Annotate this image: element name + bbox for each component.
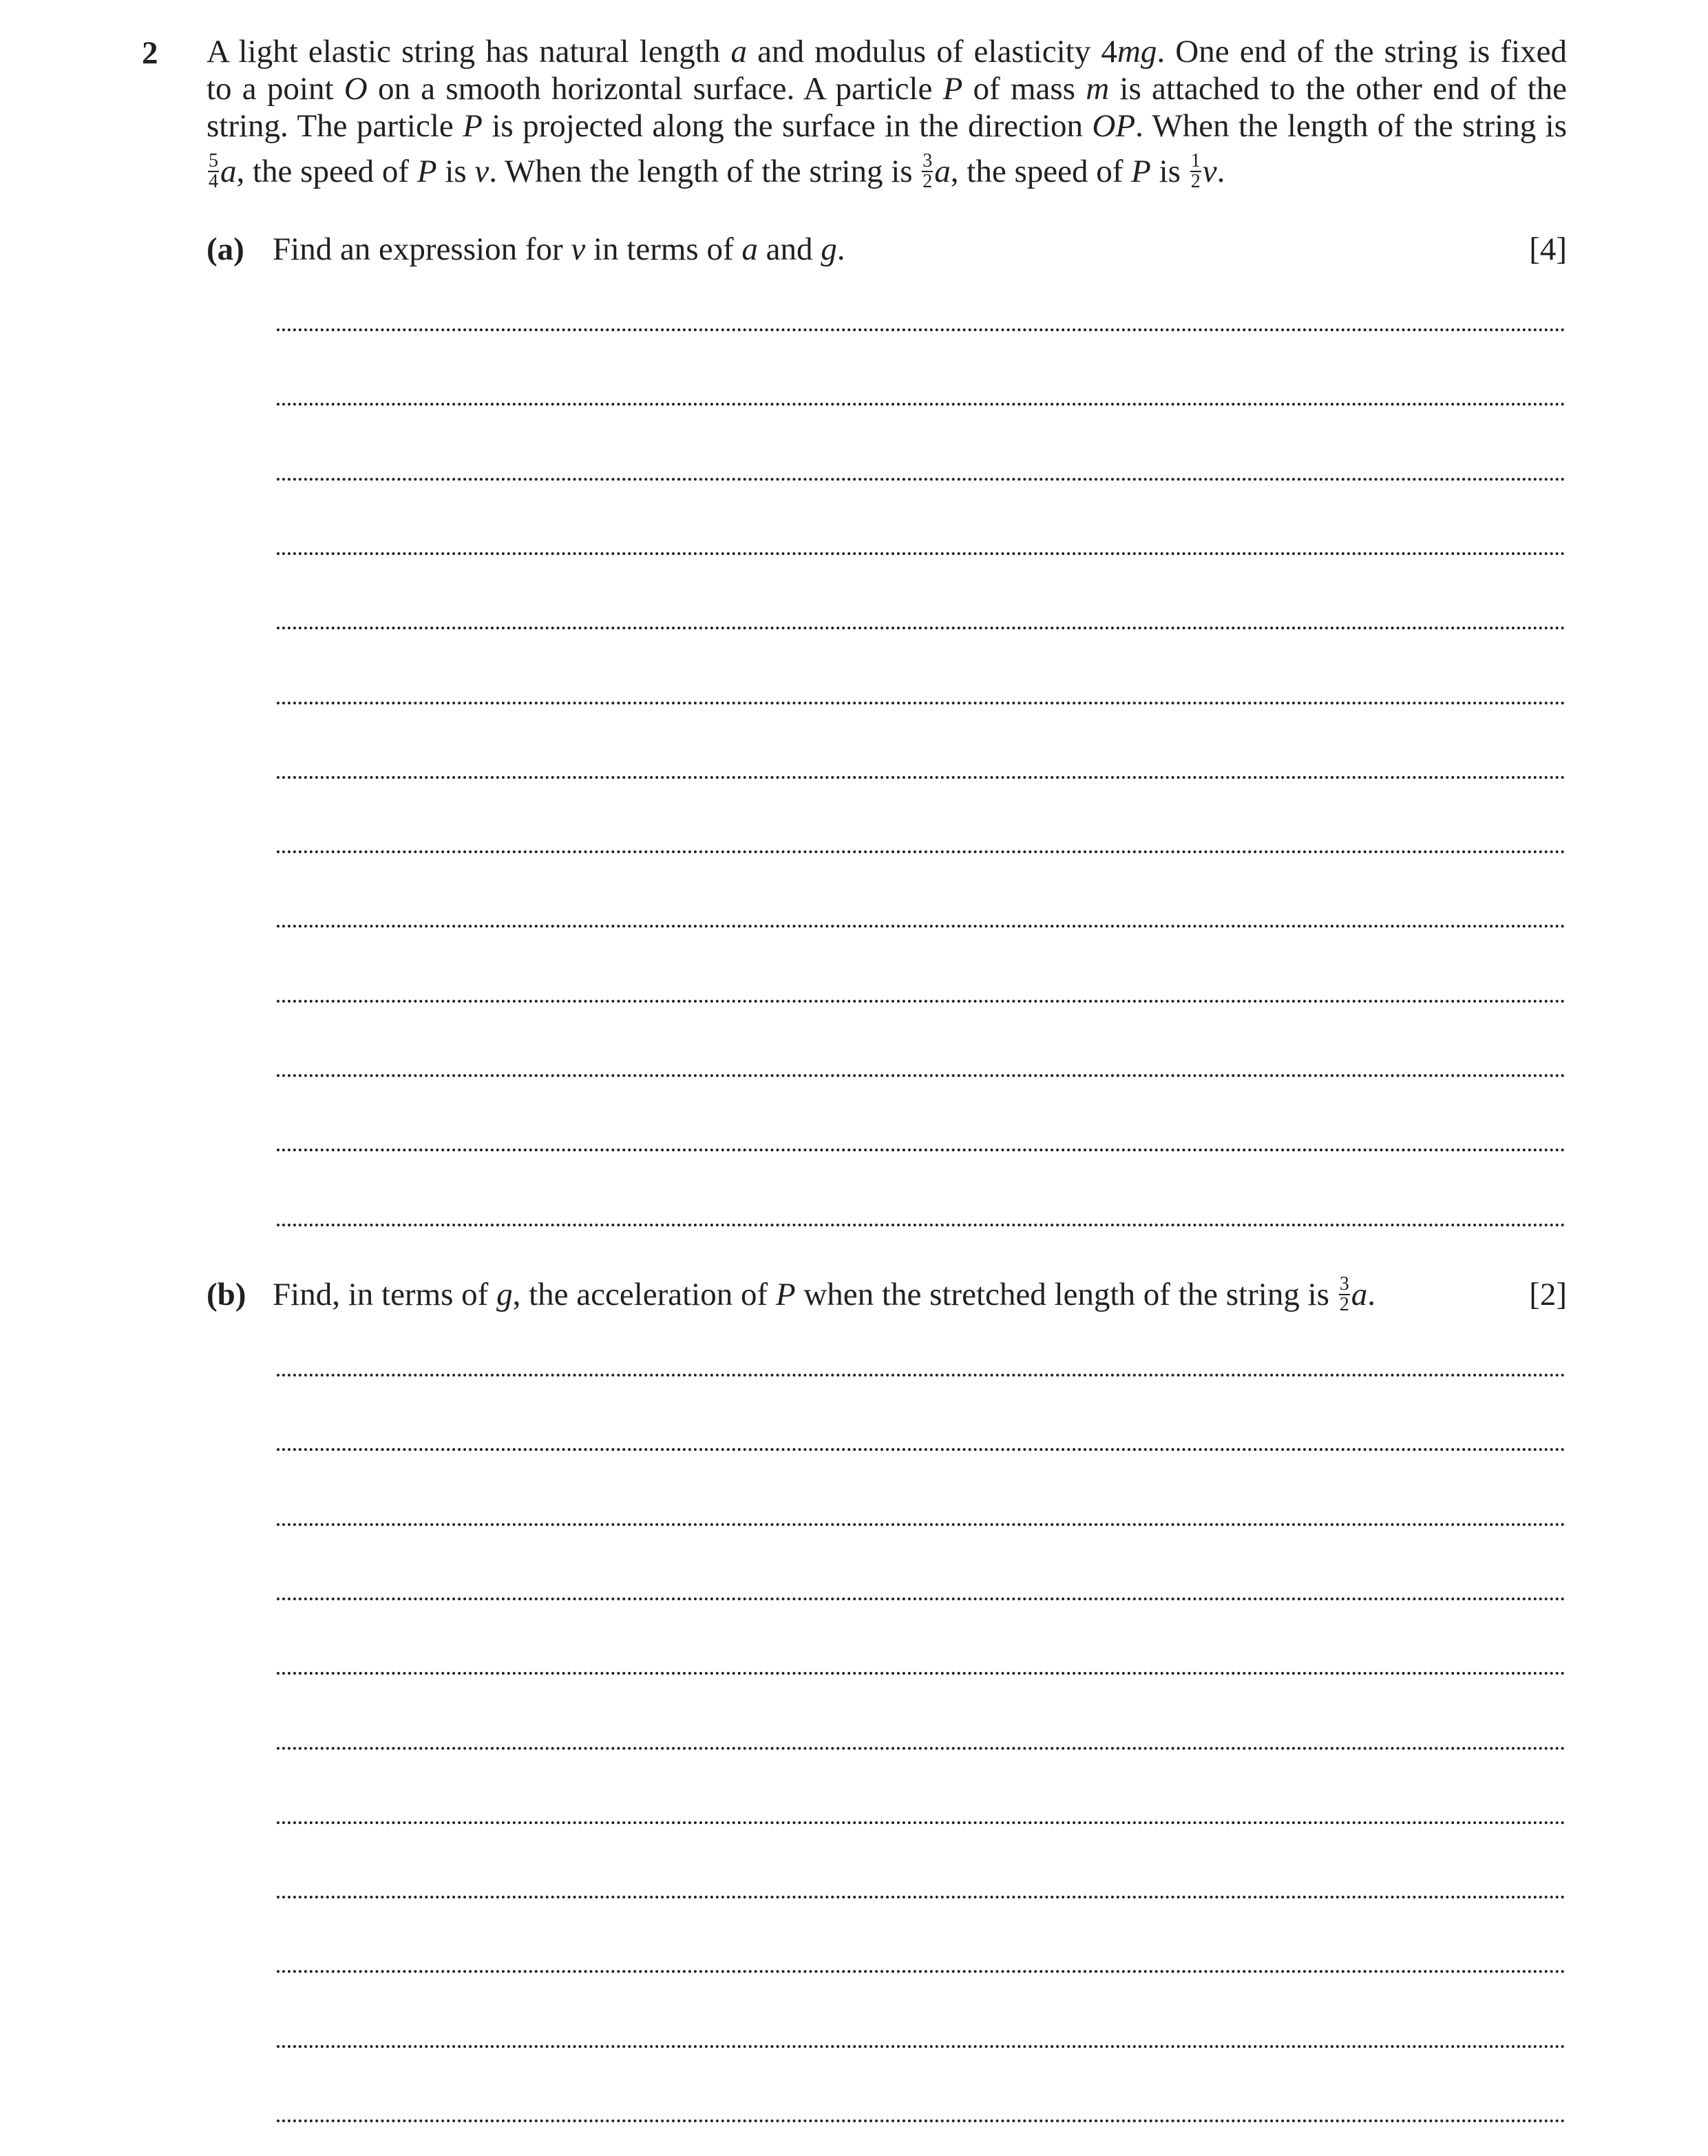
math-variable: P [1131, 154, 1151, 189]
stem-text: of mass [962, 71, 1086, 107]
answer-line[interactable] [277, 1598, 1565, 1600]
stem-text: . One end of the string is fixed [1157, 34, 1567, 70]
fraction [1339, 1275, 1350, 1315]
answer-line[interactable] [277, 776, 1565, 779]
answer-line[interactable] [277, 1000, 1565, 1003]
answer-line[interactable] [277, 1149, 1565, 1151]
prompt-text: in terms of [585, 231, 742, 267]
answer-line[interactable] [277, 403, 1565, 406]
math-variable: v [474, 154, 489, 189]
part-a-marks: [4] [1529, 231, 1567, 267]
part-a-label: (a) [207, 231, 244, 267]
part-b-prompt [273, 1274, 1375, 1317]
math-variable: v [1202, 154, 1217, 189]
stem-text: on a smooth horizontal surface. A particle [367, 71, 943, 107]
part-a [207, 229, 1567, 270]
answer-line[interactable] [277, 1448, 1565, 1451]
stem-text: is [436, 154, 475, 189]
stem-line-4 [207, 150, 1567, 196]
stem-text: is [1150, 154, 1189, 189]
math-variable: O [344, 71, 368, 107]
prompt-text: , the acceleration of [512, 1277, 776, 1312]
prompt-text: . [1367, 1277, 1375, 1312]
answer-line[interactable] [277, 1970, 1565, 1973]
math-variable: P [417, 154, 437, 189]
answer-line[interactable] [277, 478, 1565, 481]
answer-line[interactable] [277, 328, 1565, 331]
answer-line[interactable] [277, 1896, 1565, 1898]
math-variable: a [730, 34, 747, 70]
math-variable: a [741, 231, 758, 267]
answer-line[interactable] [277, 1821, 1565, 1824]
stem-text: string. The particle [207, 108, 463, 144]
answer-line[interactable] [277, 552, 1565, 555]
stem-line-1 [207, 33, 1567, 70]
answer-line[interactable] [277, 2120, 1565, 2122]
answer-line[interactable] [277, 925, 1565, 928]
answer-line[interactable] [277, 1224, 1565, 1226]
math-variable: a [1351, 1277, 1368, 1312]
answer-line[interactable] [277, 1074, 1565, 1077]
answer-line[interactable] [277, 2045, 1565, 2048]
stem-text: to a point [207, 71, 344, 107]
answer-line[interactable] [277, 1374, 1565, 1377]
math-variable: m [1086, 71, 1110, 107]
stem-text: . When the length of the string is [489, 154, 921, 189]
stem-line-3 [207, 107, 1567, 145]
answer-line[interactable] [277, 627, 1565, 629]
prompt-text: . [836, 231, 845, 267]
question-number: 2 [142, 35, 158, 71]
fraction-denominator: 2 [922, 171, 933, 193]
math-variable: P [942, 71, 963, 107]
fraction [208, 151, 219, 191]
answer-line[interactable] [277, 702, 1565, 704]
prompt-text: Find an expression for [273, 231, 571, 267]
part-b-label: (b) [207, 1277, 246, 1312]
answer-line[interactable] [277, 1672, 1565, 1675]
question-stem [207, 33, 1567, 196]
stem-text: . When the length of the string is [1135, 108, 1567, 144]
fraction-denominator: 2 [1339, 1294, 1349, 1316]
stem-text: , the speed of [236, 154, 417, 189]
math-variable: a [934, 154, 951, 189]
stem-text: is projected along the surface in the direction [482, 108, 1093, 144]
stem-text: is attached to the other end of the [1109, 71, 1567, 107]
math-variable: g [496, 1277, 513, 1312]
fraction-denominator: 2 [1190, 171, 1201, 193]
math-variable: OP [1092, 108, 1136, 144]
fraction-denominator: 4 [209, 171, 218, 193]
stem-text: and modulus of elasticity 4 [746, 34, 1117, 70]
math-variable: g [821, 231, 837, 267]
answer-line[interactable] [277, 1523, 1565, 1526]
fraction [922, 151, 933, 191]
fraction [1190, 151, 1201, 191]
answer-line[interactable] [277, 850, 1565, 853]
fraction-numerator: 3 [922, 150, 933, 172]
math-variable: P [775, 1277, 796, 1312]
prompt-text: and [757, 231, 821, 267]
prompt-text: Find, in terms of [273, 1277, 497, 1312]
prompt-text: when the stretched length of the string is [795, 1277, 1338, 1312]
math-variable: mg [1117, 34, 1157, 70]
math-variable: a [220, 154, 237, 189]
fraction-numerator: 1 [1190, 150, 1201, 172]
answer-line[interactable] [277, 1747, 1565, 1750]
stem-text: A light elastic string has natural length [207, 34, 731, 70]
stem-line-2 [207, 70, 1567, 107]
part-a-prompt [273, 229, 845, 270]
math-variable: P [463, 108, 483, 144]
stem-text: . [1216, 154, 1225, 189]
part-b-marks: [2] [1529, 1277, 1567, 1312]
fraction-numerator: 3 [1339, 1273, 1349, 1295]
fraction-numerator: 5 [209, 150, 218, 172]
stem-text: , the speed of [950, 154, 1132, 189]
part-b [207, 1274, 1567, 1315]
math-variable: v [571, 231, 586, 267]
